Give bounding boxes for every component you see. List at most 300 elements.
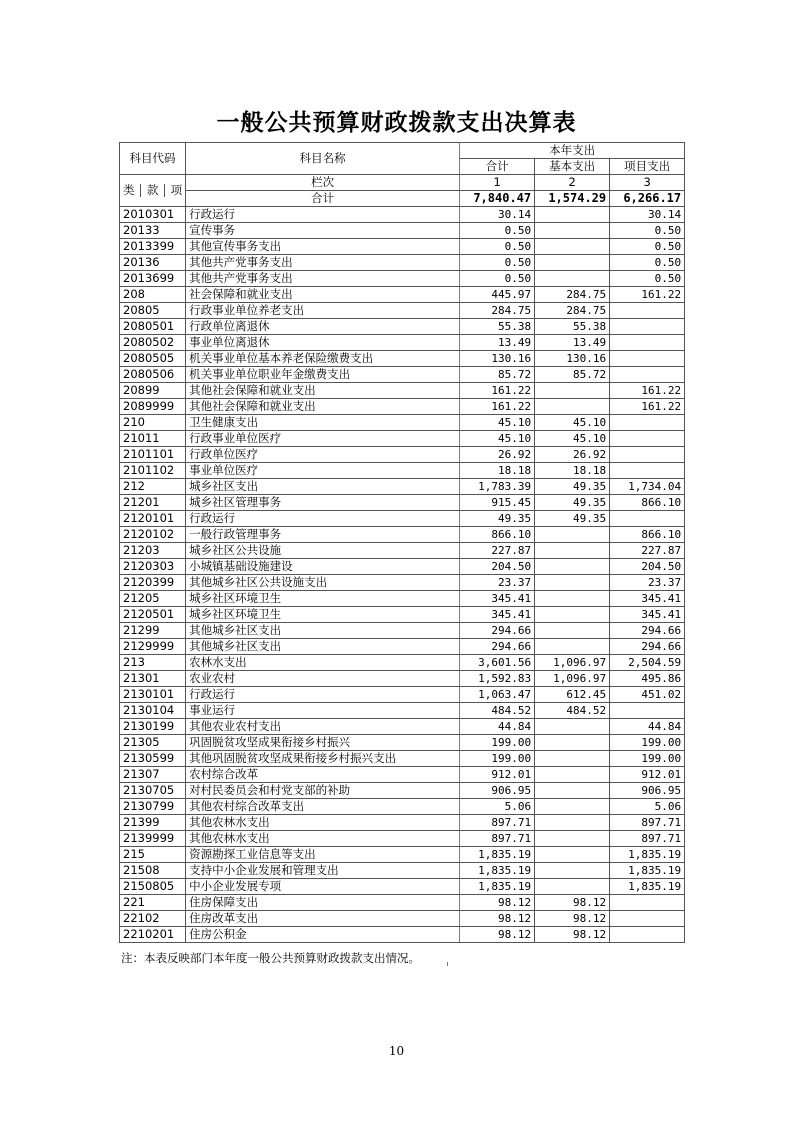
row-name: 其他共产党事务支出 — [186, 255, 460, 271]
row-total: 1,783.39 — [460, 479, 535, 495]
row-code: 21203 — [120, 543, 186, 559]
row-name: 行政运行 — [186, 207, 460, 223]
header-lei-kuan-xiang — [120, 175, 186, 207]
table-row — [120, 207, 685, 223]
total-label: 合计 — [186, 191, 460, 207]
header-name: 科目名称 — [186, 143, 460, 175]
row-code: 2210201 — [120, 927, 186, 943]
row-code: 208 — [120, 287, 186, 303]
table-row — [120, 255, 685, 271]
table-row — [120, 863, 685, 879]
row-name: 行政事业单位养老支出 — [186, 303, 460, 319]
row-project: 866.10 — [610, 527, 685, 543]
row-total: 445.97 — [460, 287, 535, 303]
page-title: 一般公共预算财政拨款支出决算表 — [216, 110, 577, 136]
row-basic — [535, 399, 610, 415]
table-row — [120, 735, 685, 751]
row-code: 21399 — [120, 815, 186, 831]
row-code: 2120101 — [120, 511, 186, 527]
table-row — [120, 431, 685, 447]
row-code: 212 — [120, 479, 186, 495]
row-total: 284.75 — [460, 303, 535, 319]
row-basic — [535, 767, 610, 783]
table-row — [120, 415, 685, 431]
row-basic: 98.12 — [535, 927, 610, 943]
row-total: 204.50 — [460, 559, 535, 575]
row-code: 2130599 — [120, 751, 186, 767]
table-row — [120, 719, 685, 735]
row-code: 215 — [120, 847, 186, 863]
row-basic: 130.16 — [535, 351, 610, 367]
row-name: 城乡社区管理事务 — [186, 495, 460, 511]
row-total: 85.72 — [460, 367, 535, 383]
row-basic — [535, 623, 610, 639]
row-name: 农业农村 — [186, 671, 460, 687]
table-note: 注：本表反映部门本年度一般公共预算财政拨款支出情况。 — [121, 951, 420, 965]
row-project — [610, 415, 685, 431]
row-name: 中小企业发展专项 — [186, 879, 460, 895]
note-separator — [447, 962, 448, 966]
row-total: 0.50 — [460, 271, 535, 287]
row-basic — [535, 639, 610, 655]
row-name: 资源勘探工业信息等支出 — [186, 847, 460, 863]
row-code: 2010301 — [120, 207, 186, 223]
header-basic: 基本支出 — [535, 159, 610, 175]
header-column-label: 栏次 — [186, 175, 460, 191]
row-project: 866.10 — [610, 495, 685, 511]
row-total: 161.22 — [460, 399, 535, 415]
header-lei: 类 — [123, 183, 135, 197]
row-basic — [535, 879, 610, 895]
row-basic — [535, 591, 610, 607]
row-total: 23.37 — [460, 575, 535, 591]
row-project: 0.50 — [610, 255, 685, 271]
row-total: 199.00 — [460, 751, 535, 767]
row-name: 其他城乡社区支出 — [186, 639, 460, 655]
row-total: 1,835.19 — [460, 847, 535, 863]
row-code: 2101102 — [120, 463, 186, 479]
row-name: 小城镇基础设施建设 — [186, 559, 460, 575]
table-row — [120, 831, 685, 847]
row-total: 0.50 — [460, 239, 535, 255]
row-total: 294.66 — [460, 639, 535, 655]
row-project — [610, 335, 685, 351]
row-basic — [535, 271, 610, 287]
row-project — [610, 431, 685, 447]
total-row — [120, 191, 685, 207]
row-code: 2120399 — [120, 575, 186, 591]
total-project: 6,266.17 — [610, 191, 685, 207]
row-name: 其他农村综合改革支出 — [186, 799, 460, 815]
row-basic — [535, 527, 610, 543]
row-total: 98.12 — [460, 895, 535, 911]
row-name: 住房公积金 — [186, 927, 460, 943]
row-total: 294.66 — [460, 623, 535, 639]
row-basic: 98.12 — [535, 911, 610, 927]
row-project: 44.84 — [610, 719, 685, 735]
row-project: 199.00 — [610, 735, 685, 751]
row-name: 行政事业单位医疗 — [186, 431, 460, 447]
row-basic: 13.49 — [535, 335, 610, 351]
row-project — [610, 319, 685, 335]
row-total: 866.10 — [460, 527, 535, 543]
row-name: 行政运行 — [186, 687, 460, 703]
table-row — [120, 463, 685, 479]
table-row — [120, 927, 685, 943]
table-row — [120, 671, 685, 687]
row-project — [610, 927, 685, 943]
row-code: 2130705 — [120, 783, 186, 799]
table-row — [120, 319, 685, 335]
row-name: 农林水支出 — [186, 655, 460, 671]
header-xiang: 项 — [170, 183, 183, 197]
row-basic — [535, 863, 610, 879]
row-project: 23.37 — [610, 575, 685, 591]
row-basic: 49.35 — [535, 495, 610, 511]
row-name: 行政单位离退休 — [186, 319, 460, 335]
row-name: 其他社会保障和就业支出 — [186, 399, 460, 415]
row-basic: 612.45 — [535, 687, 610, 703]
table-row — [120, 527, 685, 543]
row-total: 345.41 — [460, 591, 535, 607]
row-total: 1,592.83 — [460, 671, 535, 687]
header-row-1 — [120, 143, 685, 159]
row-project — [610, 703, 685, 719]
row-name: 支持中小企业发展和管理支出 — [186, 863, 460, 879]
row-name: 一般行政管理事务 — [186, 527, 460, 543]
row-basic — [535, 847, 610, 863]
row-code: 2120303 — [120, 559, 186, 575]
row-code: 21305 — [120, 735, 186, 751]
row-total: 45.10 — [460, 415, 535, 431]
row-name: 其他社会保障和就业支出 — [186, 383, 460, 399]
table-row — [120, 847, 685, 863]
row-project: 1,734.04 — [610, 479, 685, 495]
row-basic: 55.38 — [535, 319, 610, 335]
row-code: 2080505 — [120, 351, 186, 367]
table-row — [120, 399, 685, 415]
row-total: 98.12 — [460, 911, 535, 927]
row-project — [610, 463, 685, 479]
row-project — [610, 511, 685, 527]
row-name: 其他农林水支出 — [186, 831, 460, 847]
total-sum: 7,840.47 — [460, 191, 535, 207]
row-project: 2,504.59 — [610, 655, 685, 671]
row-basic — [535, 719, 610, 735]
table-row — [120, 815, 685, 831]
row-name: 住房改革支出 — [186, 911, 460, 927]
row-code: 2130799 — [120, 799, 186, 815]
row-code: 21307 — [120, 767, 186, 783]
row-total: 1,835.19 — [460, 879, 535, 895]
row-project: 345.41 — [610, 591, 685, 607]
table-row — [120, 223, 685, 239]
row-code: 213 — [120, 655, 186, 671]
row-project: 0.50 — [610, 239, 685, 255]
row-name: 事业单位离退休 — [186, 335, 460, 351]
row-total: 912.01 — [460, 767, 535, 783]
row-basic: 284.75 — [535, 303, 610, 319]
row-basic — [535, 207, 610, 223]
row-name: 其他宣传事务支出 — [186, 239, 460, 255]
row-total: 44.84 — [460, 719, 535, 735]
row-total: 897.71 — [460, 815, 535, 831]
row-code: 2139999 — [120, 831, 186, 847]
header-current-year: 本年支出 — [460, 143, 685, 159]
row-total: 0.50 — [460, 223, 535, 239]
table-row — [120, 303, 685, 319]
row-code: 2130101 — [120, 687, 186, 703]
row-total: 0.50 — [460, 255, 535, 271]
row-name: 其他农林水支出 — [186, 815, 460, 831]
row-basic — [535, 751, 610, 767]
row-total: 5.06 — [460, 799, 535, 815]
row-name: 城乡社区公共设施 — [186, 543, 460, 559]
row-total: 906.95 — [460, 783, 535, 799]
row-basic: 18.18 — [535, 463, 610, 479]
row-basic — [535, 543, 610, 559]
page-number: 10 — [388, 1044, 405, 1058]
row-code: 22102 — [120, 911, 186, 927]
row-basic: 1,096.97 — [535, 671, 610, 687]
row-project: 161.22 — [610, 287, 685, 303]
row-code: 2130104 — [120, 703, 186, 719]
header-project: 项目支出 — [610, 159, 685, 175]
table-row — [120, 271, 685, 287]
row-total: 49.35 — [460, 511, 535, 527]
row-name: 宣传事务 — [186, 223, 460, 239]
row-basic — [535, 383, 610, 399]
table-row — [120, 655, 685, 671]
row-project: 0.50 — [610, 223, 685, 239]
row-name: 社会保障和就业支出 — [186, 287, 460, 303]
row-total: 3,601.56 — [460, 655, 535, 671]
row-code: 2089999 — [120, 399, 186, 415]
row-total: 161.22 — [460, 383, 535, 399]
table-row — [120, 351, 685, 367]
table-row — [120, 623, 685, 639]
row-name: 其他农业农村支出 — [186, 719, 460, 735]
row-basic: 1,096.97 — [535, 655, 610, 671]
row-total: 98.12 — [460, 927, 535, 943]
row-total: 55.38 — [460, 319, 535, 335]
table-row — [120, 495, 685, 511]
row-basic: 26.92 — [535, 447, 610, 463]
row-project — [610, 303, 685, 319]
row-project: 5.06 — [610, 799, 685, 815]
row-project: 227.87 — [610, 543, 685, 559]
row-basic: 49.35 — [535, 511, 610, 527]
row-total: 1,835.19 — [460, 863, 535, 879]
row-project: 294.66 — [610, 639, 685, 655]
row-project: 451.02 — [610, 687, 685, 703]
row-project: 199.00 — [610, 751, 685, 767]
row-basic — [535, 575, 610, 591]
row-basic: 284.75 — [535, 287, 610, 303]
row-code: 20136 — [120, 255, 186, 271]
row-code: 2080506 — [120, 367, 186, 383]
row-code: 2130199 — [120, 719, 186, 735]
row-basic — [535, 799, 610, 815]
row-code: 2080501 — [120, 319, 186, 335]
row-project: 161.22 — [610, 383, 685, 399]
table-row — [120, 799, 685, 815]
row-code: 21205 — [120, 591, 186, 607]
table-row — [120, 895, 685, 911]
table-row — [120, 287, 685, 303]
table-row — [120, 687, 685, 703]
header-kuan: 款 — [146, 183, 159, 197]
row-project: 294.66 — [610, 623, 685, 639]
table-row — [120, 783, 685, 799]
row-basic — [535, 255, 610, 271]
header-row-3 — [120, 175, 685, 191]
table-row — [120, 559, 685, 575]
row-name: 农村综合改革 — [186, 767, 460, 783]
row-project: 495.86 — [610, 671, 685, 687]
row-total: 199.00 — [460, 735, 535, 751]
row-name: 其他巩固脱贫攻坚成果衔接乡村振兴支出 — [186, 751, 460, 767]
row-project: 906.95 — [610, 783, 685, 799]
table-row — [120, 639, 685, 655]
row-total: 897.71 — [460, 831, 535, 847]
row-basic: 45.10 — [535, 415, 610, 431]
row-project: 161.22 — [610, 399, 685, 415]
row-project — [610, 367, 685, 383]
table-row — [120, 703, 685, 719]
row-total: 45.10 — [460, 431, 535, 447]
row-name: 其他共产党事务支出 — [186, 271, 460, 287]
row-name: 行政单位医疗 — [186, 447, 460, 463]
row-project — [610, 447, 685, 463]
row-name: 巩固脱贫攻坚成果衔接乡村振兴 — [186, 735, 460, 751]
row-code: 21508 — [120, 863, 186, 879]
table-row — [120, 767, 685, 783]
row-project: 897.71 — [610, 815, 685, 831]
header-col1: 1 — [460, 175, 535, 191]
row-name: 行政运行 — [186, 511, 460, 527]
table-row — [120, 591, 685, 607]
row-name: 事业单位医疗 — [186, 463, 460, 479]
row-code: 21201 — [120, 495, 186, 511]
row-code: 2120102 — [120, 527, 186, 543]
row-name: 机关事业单位职业年金缴费支出 — [186, 367, 460, 383]
row-project: 1,835.19 — [610, 863, 685, 879]
row-project: 912.01 — [610, 767, 685, 783]
header-total: 合计 — [460, 159, 535, 175]
row-basic — [535, 815, 610, 831]
row-project — [610, 895, 685, 911]
row-code: 20133 — [120, 223, 186, 239]
table-row — [120, 239, 685, 255]
row-project: 0.50 — [610, 271, 685, 287]
header-col3: 3 — [610, 175, 685, 191]
row-project: 897.71 — [610, 831, 685, 847]
row-project: 30.14 — [610, 207, 685, 223]
row-code: 2120501 — [120, 607, 186, 623]
row-code: 2013699 — [120, 271, 186, 287]
row-total: 30.14 — [460, 207, 535, 223]
row-basic: 484.52 — [535, 703, 610, 719]
row-name: 机关事业单位基本养老保险缴费支出 — [186, 351, 460, 367]
row-total: 345.41 — [460, 607, 535, 623]
row-code: 21301 — [120, 671, 186, 687]
table-row — [120, 911, 685, 927]
row-basic — [535, 239, 610, 255]
row-project — [610, 351, 685, 367]
total-basic: 1,574.29 — [535, 191, 610, 207]
row-name: 对村民委员会和村党支部的补助 — [186, 783, 460, 799]
header-col2: 2 — [535, 175, 610, 191]
row-code: 2150805 — [120, 879, 186, 895]
row-basic — [535, 783, 610, 799]
row-total: 18.18 — [460, 463, 535, 479]
table-row — [120, 367, 685, 383]
table-row — [120, 751, 685, 767]
row-total: 130.16 — [460, 351, 535, 367]
row-basic — [535, 735, 610, 751]
table-row — [120, 447, 685, 463]
row-basic: 85.72 — [535, 367, 610, 383]
row-name: 其他城乡社区支出 — [186, 623, 460, 639]
row-basic — [535, 607, 610, 623]
row-code: 2080502 — [120, 335, 186, 351]
row-basic — [535, 831, 610, 847]
row-basic — [535, 223, 610, 239]
row-name: 卫生健康支出 — [186, 415, 460, 431]
row-code: 2101101 — [120, 447, 186, 463]
row-code: 2129999 — [120, 639, 186, 655]
row-project — [610, 911, 685, 927]
table-row — [120, 479, 685, 495]
row-basic: 98.12 — [535, 895, 610, 911]
row-basic: 49.35 — [535, 479, 610, 495]
row-project: 204.50 — [610, 559, 685, 575]
row-total: 484.52 — [460, 703, 535, 719]
row-code: 21299 — [120, 623, 186, 639]
row-code: 20899 — [120, 383, 186, 399]
table-row — [120, 383, 685, 399]
row-code: 21011 — [120, 431, 186, 447]
row-basic — [535, 559, 610, 575]
table-row — [120, 575, 685, 591]
table-row — [120, 511, 685, 527]
row-total: 915.45 — [460, 495, 535, 511]
row-code: 20805 — [120, 303, 186, 319]
table-row — [120, 607, 685, 623]
row-total: 26.92 — [460, 447, 535, 463]
row-name: 城乡社区环境卫生 — [186, 591, 460, 607]
header-code: 科目代码 — [120, 143, 186, 175]
row-basic: 45.10 — [535, 431, 610, 447]
row-project: 1,835.19 — [610, 847, 685, 863]
row-code: 2013399 — [120, 239, 186, 255]
table-row — [120, 335, 685, 351]
row-project: 345.41 — [610, 607, 685, 623]
row-total: 13.49 — [460, 335, 535, 351]
row-name: 事业运行 — [186, 703, 460, 719]
row-code: 210 — [120, 415, 186, 431]
row-project: 1,835.19 — [610, 879, 685, 895]
row-name: 城乡社区支出 — [186, 479, 460, 495]
budget-table — [119, 142, 685, 943]
table-row — [120, 543, 685, 559]
row-name: 城乡社区环境卫生 — [186, 607, 460, 623]
row-name: 其他城乡社区公共设施支出 — [186, 575, 460, 591]
row-total: 1,063.47 — [460, 687, 535, 703]
row-code: 221 — [120, 895, 186, 911]
row-total: 227.87 — [460, 543, 535, 559]
